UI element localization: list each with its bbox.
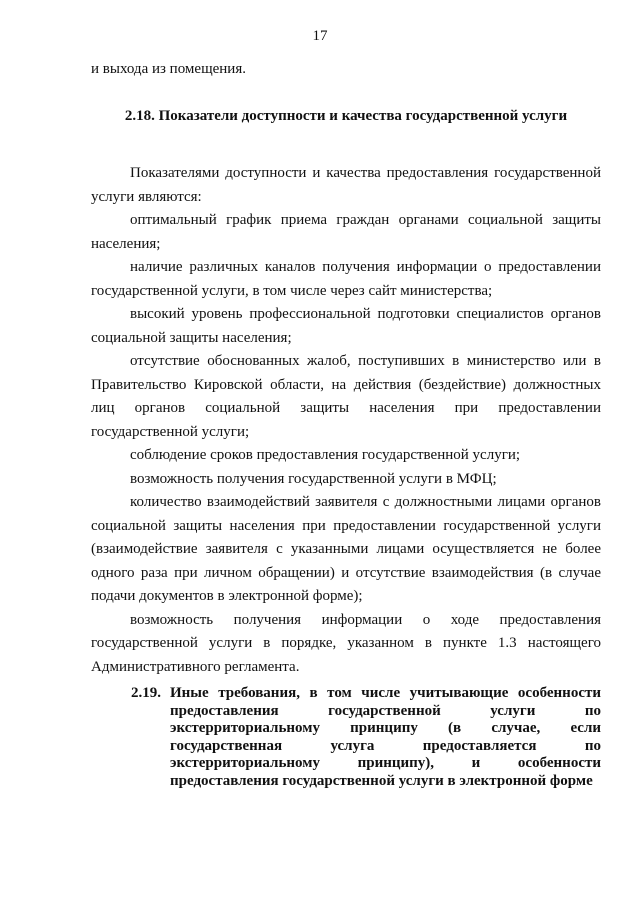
section-2-19-heading xyxy=(91,685,601,790)
paragraph-indicators-intro: Показателями доступности и качества предоставления государственной услуги являются: xyxy=(91,165,601,205)
document-body xyxy=(91,58,601,679)
paragraph-schedule: оптимальный график приема граждан органами социальной защиты населения; xyxy=(91,212,601,252)
paragraph-information: возможность получения информации о ходе предоставления государственной услуги в порядке, указанном в пункте 1.3 настоящего Административного регламента. xyxy=(91,611,601,675)
section-2-18-title: 2.18. Показатели доступности и качества государственной услуги xyxy=(124,107,568,124)
section-2-19-title: Иные требования, в том числе учитывающие особенности предоставления государственной услуги по экстерриториальному принципу (в случае, если государственная услуга предоставляется по экстерриториальному принципу), и особенности предоставления государственной услуги в электронной форме xyxy=(170,685,601,789)
section-2-19-number: 2.19. xyxy=(131,685,161,701)
paragraph-channels: наличие различных каналов получения информации о предоставлении государственной услуги, в том числе через сайт министерства; xyxy=(91,259,601,299)
page-number: 17 xyxy=(312,28,328,44)
paragraph-training: высокий уровень профессиональной подготовки специалистов органов социальной защиты населения; xyxy=(91,306,601,346)
paragraph-mfc: возможность получения государственной услуги в МФЦ; xyxy=(130,470,497,487)
continuation-text: и выхода из помещения. xyxy=(91,61,246,77)
paragraph-deadlines: соблюдение сроков предоставления государственной услуги; xyxy=(130,447,521,463)
paragraph-interactions: количество взаимодействий заявителя с должностными лицами органов социальной защиты населения при предоставлении государственной услуги (взаимодействие заявителя с указанными лицами осуществляется не более одного раза при личном обращении) и отсутствие взаимодействия (в случае подачи документов в электронной форме); xyxy=(91,494,601,604)
paragraph-complaints: отсутствие обоснованных жалоб, поступивших в министерство или в Правительство Кировской области, на действия (бездействие) должностных лиц органов социальной защиты населения при предоставлении государственной услуги; xyxy=(91,353,601,440)
